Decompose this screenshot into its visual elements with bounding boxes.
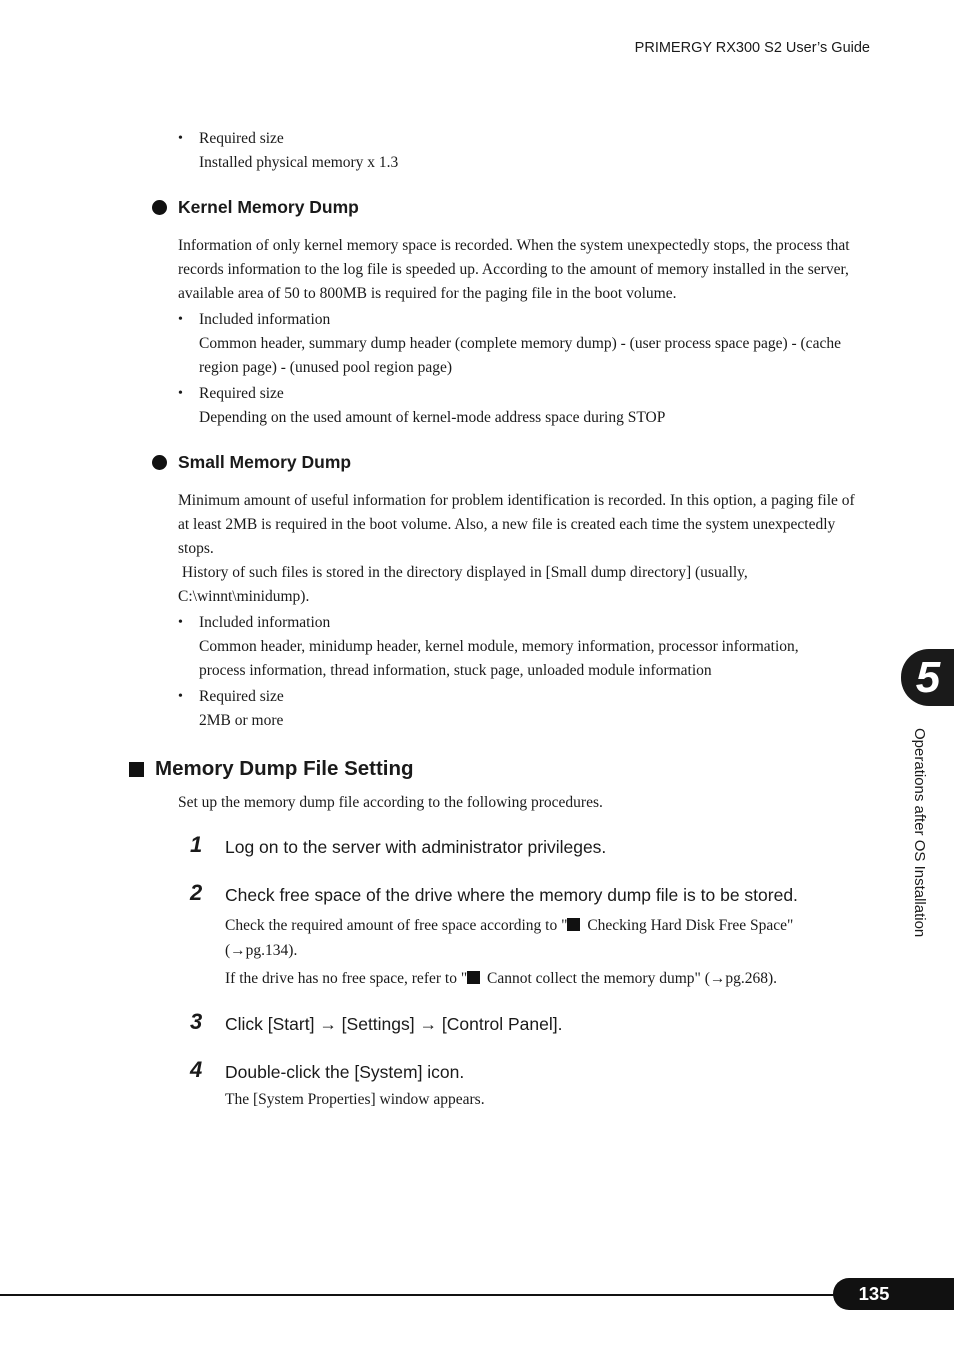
step-note-no-space [225,966,865,991]
bullet-label: Included information [199,614,331,631]
bullet-value: Common header, summary dump header (complete memory dump) - (user process space page) - (cache region page) - (unused pool region page) [199,335,841,376]
bullet-dot: • [178,386,183,401]
setting-heading: Memory Dump File Setting [155,757,414,780]
note-text: Check the required amount of free space according to " [225,917,568,934]
bullet-dot: • [178,312,183,327]
kernel-heading: Kernel Memory Dump [178,197,359,217]
page-number: 135 [858,1283,890,1304]
small-heading: Small Memory Dump [178,452,352,472]
chapter-label: Operations after OS Installation [911,728,928,938]
link-cannot-collect-dump[interactable]: Cannot collect the memory dump" (→pg.268). [483,970,778,987]
small-paragraph-history: History of such files is stored in the directory displayed in [Small dump directory] (usually, C:\winnt\minidump). [178,564,752,605]
bullet-circle-icon [152,200,167,215]
section-square-icon [129,762,144,777]
bullet-label: Required size [199,130,284,147]
step-text: Double-click the [System] icon. [225,1062,465,1082]
note-text: If the drive has no free space, refer to " [225,970,468,987]
bullet-value: Installed physical memory x 1.3 [199,154,399,171]
bullet-label: Included information [199,311,331,328]
step-text: Click [Start] → [Settings] → [Control Panel]. [225,1014,563,1034]
reference-square-icon [467,971,480,984]
step-note-free-space [225,913,865,963]
bullet-label: Required size [199,688,284,705]
bullet-value: Common header, minidump header, kernel module, memory information, processor information, process information, thread information, stuck page, unloaded module information [199,638,799,679]
step-text: Check free space of the drive where the memory dump file is to be stored. [225,885,798,905]
link-checking-free-space[interactable]: Checking Hard Disk Free Space" (→pg.134). [225,917,794,959]
bullet-value: Depending on the used amount of kernel-mode address space during STOP [199,409,666,426]
bullet-dot: • [178,131,183,146]
step-number: 3 [190,1009,203,1034]
bullet-value: 2MB or more [199,712,284,729]
step-number: 2 [190,880,203,905]
chapter-number: 5 [915,653,941,702]
step-note-result: The [System Properties] window appears. [225,1091,485,1108]
small-paragraph: Minimum amount of useful information for problem identification is recorded. In this option, a paging file of at least 2MB is required in the boot volume. Also, a new file is created each time the system unexpectedly stops. [178,492,855,557]
bullet-label: Required size [199,385,284,402]
bullet-dot: • [178,615,183,630]
bullet-circle-icon [152,455,167,470]
step-text: Log on to the server with administrator privileges. [225,837,607,857]
header-title: PRIMERGY RX300 S2 User’s Guide [634,40,870,56]
reference-square-icon [567,918,580,931]
setting-intro: Set up the memory dump file according to the following procedures. [178,794,603,811]
bullet-dot: • [178,689,183,704]
footer-rule [0,1294,860,1296]
step-number: 1 [190,832,203,857]
step-number: 4 [190,1057,203,1082]
kernel-paragraph: Information of only kernel memory space is recorded. When the system unexpectedly stops, the process that records information to the log file is speeded up. According to the amount of memory installed in the server, available area of 50 to 800MB is required for the paging file in the boot volume. [178,237,850,302]
